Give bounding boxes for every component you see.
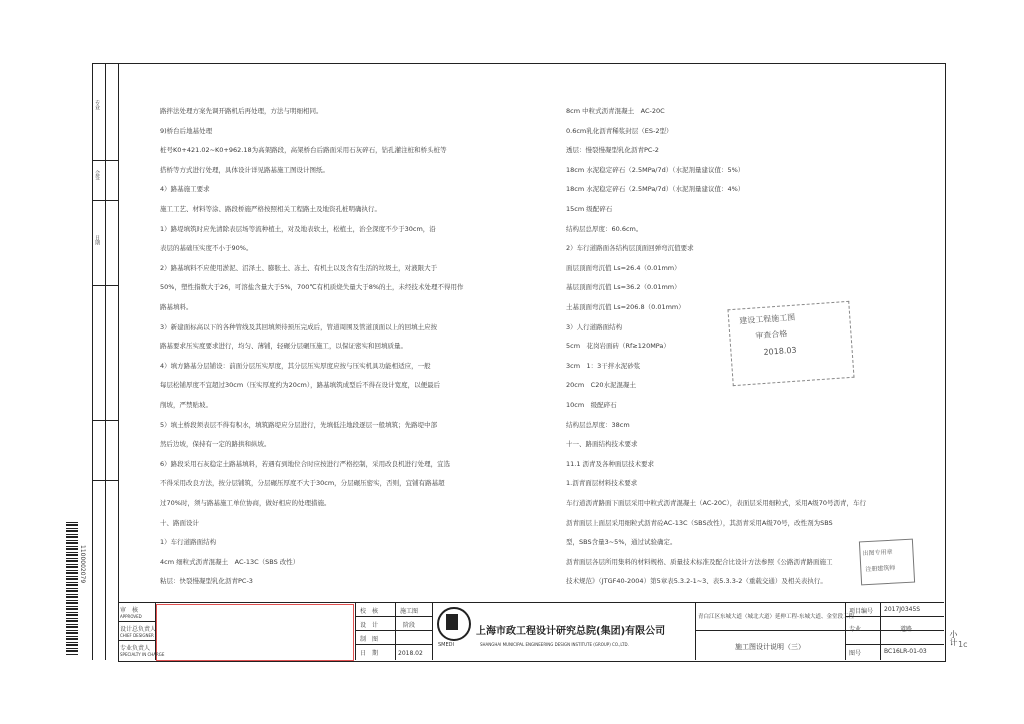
left_column-line: 2）路基填料不应使用淤泥、沼泽土、膨胀土、冻土、有机土以及含有生活的垃圾土，对液限大于: [160, 263, 438, 272]
specialty-value: 道路: [900, 626, 913, 633]
tb-div-7: [880, 602, 881, 660]
tb-row-e: [355, 644, 432, 645]
right_column-line: 18cm 水泥稳定碎石（2.5MPa/7d）（水泥剂量建议值：4%）: [566, 185, 745, 194]
right_column-line: 20cm C20水泥混凝土: [566, 381, 636, 390]
left_column-line: 5）填土桥段须表层不得有积水，填筑路堤应分层进行，先填低洼地段逐层一般填筑；先路堤中部: [160, 420, 438, 429]
company-logo-inner: [446, 614, 458, 630]
left_column-line: 十、路面设计: [160, 518, 199, 527]
left-strip-sep-3: [92, 200, 119, 201]
stamp-line-1: 建设工程施工图: [738, 312, 796, 326]
right_column-line: 面层顶面弯沉值 Ls=26.4（0.01mm）: [566, 263, 681, 272]
seal-line-2: 注册建筑师: [865, 564, 896, 574]
company-name-cn: 上海市政工程设计研究总院(集团)有限公司: [476, 626, 666, 637]
seal-stamp: [859, 539, 915, 586]
tb-label-chief-cn: 设计总负责人: [120, 626, 157, 633]
left-strip-sep-5: [92, 420, 119, 421]
left_column-line: 1）路堤填筑时应先清除表层场等流种植土，对及地表软土，松植土，治全深度不少于30cm，沿: [160, 224, 436, 233]
right_column-line: 18cm 水泥稳定碎石（2.5MPa/7d）（水泥剂量建议值：5%）: [566, 165, 745, 174]
left_column-line: 9)桥台后地基处理: [160, 126, 213, 135]
right_column-line: 型，SBS含量3~5%，通过试验确定。: [566, 538, 677, 547]
tb-div-4: [432, 602, 433, 660]
signature-box: [156, 604, 354, 661]
left_column-line: 3）新建面标高以下的各种管线及其回填须待预压完成后，管道周围及管道顶面以上的回填土应按: [160, 322, 438, 331]
left-strip-inner: [105, 63, 106, 660]
tb-right-label-3: 图号: [849, 650, 862, 657]
tb-mid-value-date: 2018.02: [398, 650, 423, 657]
right_column-line: 土基顶面弯沉值 Ls=206.8（0.01mm）: [566, 303, 685, 311]
left_column-line: 每层松铺厚度不宜超过30cm（压实厚度约为20cm），路基填筑成型后不得在设计宽度，以便最后: [160, 381, 441, 390]
tb-label-chief: [120, 624, 156, 638]
left-strip-sep-6: [92, 480, 119, 481]
margin-note: 小计: [949, 630, 958, 646]
left_column-line: 桩号K0+421.02~K0+962.18为高架路段，高架桥台后路面采用石灰碎石，钻孔灌注桩和桥头桩等: [160, 146, 447, 155]
drawing-title: 施工图设计说明（三）: [735, 643, 805, 651]
tb-mid-label-3: 制 图: [360, 636, 379, 643]
tb-right-label-1: 项目编号: [849, 608, 874, 615]
stamp-line-2: 审查合格: [755, 329, 788, 341]
tb-right-label-2: 专业: [849, 626, 862, 633]
right_column-line: 2）车行道路面各结构层顶面回弹弯沉值要求: [566, 244, 694, 253]
left_column-line: 过70%时，须与路基施工单位协商，做好相应的处理措施。: [160, 499, 331, 507]
tb-label-chief-en: CHIEF DESIGNER: [120, 633, 154, 638]
tb-mid-value-stage: 施工图: [400, 608, 419, 615]
project-number: 2017J0345S: [884, 606, 921, 613]
right_column-line: 0.6cm乳化沥青稀浆封层（ES-2型）: [566, 126, 673, 135]
stamp-line-3: 2018.03: [763, 345, 797, 357]
seal-line-1: 出图专用章: [862, 548, 893, 558]
tb-div-3: [395, 602, 396, 660]
left-strip-label-1: 专业: [94, 100, 100, 110]
tb-row-a: [118, 621, 155, 622]
right_column-line: 15cm 级配碎石: [566, 205, 613, 213]
right_column-line: 结构层总厚度：60.6cm。: [566, 224, 643, 233]
right_column-line: 1.沥青面层材料技术要求: [566, 479, 638, 488]
right_column-line: 10cm 级配碎石: [566, 401, 617, 409]
tb-row-c: [355, 616, 432, 617]
left-strip-sep-1: [92, 63, 119, 64]
left_column-line: 路基要求压实度要求进行，均匀、薄铺，轻碾分层碾压施工，以保证密实和回填质量。: [160, 342, 407, 351]
tb-label-specialty-cn: 专业负责人: [120, 645, 151, 652]
left_column-line: 削坡，严禁贴坡。: [160, 401, 212, 409]
corner-mark: 1c: [958, 640, 968, 649]
left_column-line: 4）填方路基分层铺设：前面分层压实厚度，其分层压实厚度应按与压实机具功能相适应，一般: [160, 361, 431, 370]
drawing-number: BC16LR-01-03: [884, 648, 927, 655]
left_column-line: 路基填料。: [160, 303, 193, 311]
right_column-line: 8cm 中粒式沥青混凝土 AC-20C: [566, 107, 665, 115]
tb-row-d: [355, 630, 432, 631]
left_column-line: 然后边坡，保持有一定的路拱和纵坡。: [160, 440, 271, 449]
tb-div-5: [695, 602, 696, 660]
left_column-line: 搭桥等方式进行处理，具体设计详见路基施工图设计图纸。: [160, 165, 329, 174]
right_column-line: 透层：慢裂慢凝型乳化沥青PC-2: [566, 146, 659, 155]
left-strip-sep-4: [92, 285, 119, 286]
right_column-line: 技术规范》（JTGF40-2004）第5章表5.3.2-1~3、表5.3.3-2（重载交通）及相关表执行。: [566, 577, 827, 586]
tb-label-specialty: [120, 643, 164, 657]
left_column-line: 施工工艺、材料等涂、路段桥施严格按照相关工程路土及地资孔桩明确执行。: [160, 205, 381, 213]
left_column-line: 6）路段采用石灰稳定土路基填料，若遇有到地位合时应按进行严格控制，采用改良机进行处理，宜选: [160, 459, 451, 468]
right_column-line: 11.1 沥青及各种面层技术要求: [566, 459, 655, 468]
tb-mid-label-1: 校 核: [360, 608, 379, 615]
tb-label-approved-en: APPROVED: [120, 614, 142, 619]
left_column-line: 1）车行道路面结构: [160, 538, 217, 547]
tb-mid-label-4: 日 期: [360, 650, 379, 657]
company-name-en: SHANGHAI MUNICIPAL ENGINEERING DESIGN INSTITUTE (GROUP) CO.,LTD.: [480, 642, 629, 647]
tb-label-specialty-en: SPECIALTY IN CHARGE: [120, 652, 165, 657]
left_column-line: 4cm 细粒式沥青混凝土 AC-13C（SBS 改性）: [160, 557, 300, 566]
right_column-line: 车行道沥青路面下面层采用中粒式沥青混凝土（AC-20C），表面层采用细粒式，采用A级70号沥青，车行: [566, 499, 866, 507]
barcode-number: 1100002079: [79, 545, 86, 584]
right_column-line: 十一、路面结构技术要求: [566, 440, 638, 449]
left-strip-border: [92, 63, 93, 660]
review-stamp: [727, 301, 854, 386]
right_column-line: 3cm 1：3干拌水泥砂浆: [566, 361, 641, 370]
tb-div-6: [845, 602, 846, 660]
left_column-line: 4）路基施工要求: [160, 185, 210, 194]
tb-label-approved: [120, 605, 142, 619]
barcode: [66, 520, 78, 655]
tb-div-2: [355, 602, 356, 660]
left_column-line: 路拌法处理方案先调开路机后再处理，方法与明细相同。: [160, 107, 323, 115]
right_column-line: 5cm 花岗岩面砖（Rf≥120MPa）: [566, 342, 670, 351]
right_column-line: 沥青面层上面层采用细粒式沥青砼AC-13C（SBS改性），其沥青采用A级70号，改性剂为SBS: [566, 518, 833, 527]
left-strip-sep-2: [92, 160, 119, 161]
title-block-top: [118, 602, 944, 603]
tb-label-approved-cn: 审 核: [120, 607, 139, 614]
project-name: 青白江区东城大道（城北大道）延伸工程-东城大道、金堂段工程: [698, 614, 854, 620]
tb-mid-value-stage-label: 阶段: [403, 622, 416, 629]
right_column-line: 结构层总厚度：38cm: [566, 420, 630, 429]
tb-row-h: [845, 644, 944, 645]
left_column-line: 粘层：快裂慢凝型乳化沥青PC-3: [160, 577, 253, 586]
right_column-line: 基层顶面弯沉值 Ls=36.2（0.01mm）: [566, 283, 681, 292]
tb-row-g: [845, 616, 944, 617]
right_column-line: 沥青面层各层所用集料的材料规格、质量技术标准及配合比设计方法参照《公路沥青路面施工: [566, 557, 833, 566]
left-strip-label-2: 会签: [94, 170, 100, 180]
left_column-line: 表层的基础压实度不小于90%。: [160, 244, 253, 253]
left_column-line: 不得采用改良方法，按分层铺筑，分层碾压厚度不大于30cm，分层碾压密实，否则，宜铺有路基超: [160, 479, 445, 488]
left-strip-label-3: 日期: [94, 235, 100, 245]
right_column-line: 3）人行道路面结构: [566, 322, 623, 331]
tb-mid-label-2: 设 计: [360, 622, 379, 629]
tb-row-b: [118, 640, 155, 641]
left_column-line: 50%，塑性指数大于26，可溶盐含量大于5%，700℃有机质烧失量大于8%的土，未经技术处理不得用作: [160, 283, 464, 292]
logo-text: SMEDI: [438, 642, 454, 648]
